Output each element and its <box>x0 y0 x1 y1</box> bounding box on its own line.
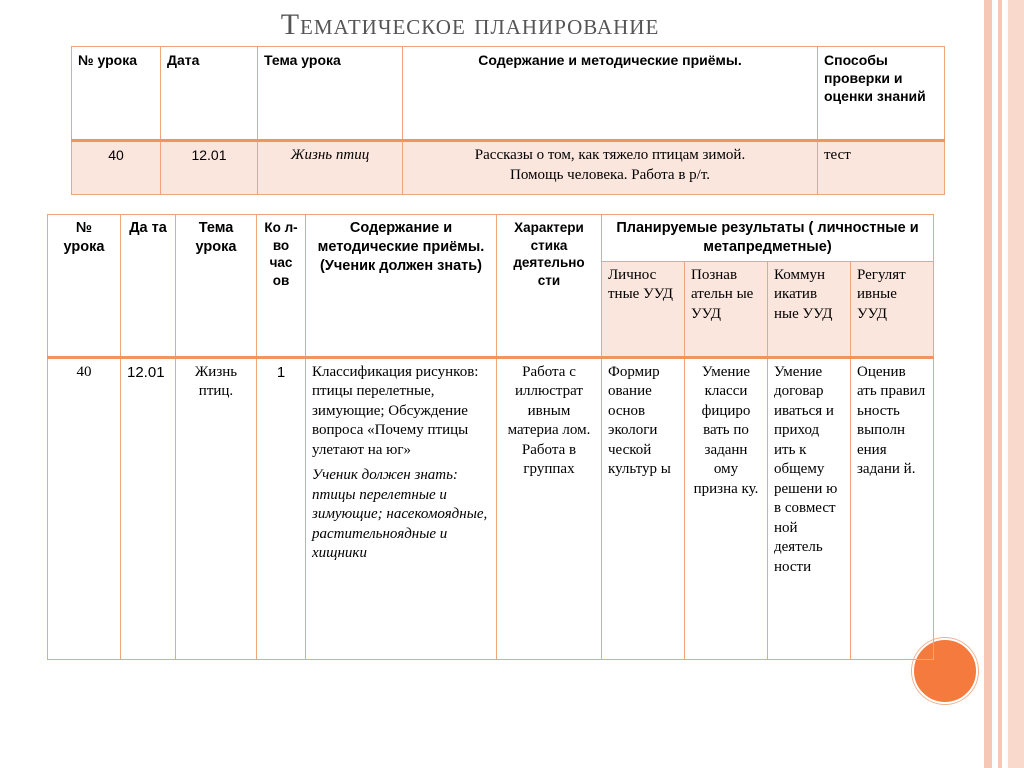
header-content: Содержание и методические приёмы. <box>403 47 818 141</box>
table-row <box>72 141 945 195</box>
cell-cognitive-uud: Умение класси фициро вать по заданн ому призна ку. <box>685 357 768 659</box>
cell-date: 12.01 <box>121 357 176 659</box>
cell-activity: Работа с иллюстрат ивным материа лом. Работа в группах <box>497 357 602 659</box>
plan-table-detailed <box>47 214 934 660</box>
header-communicative-uud: Коммун икатив ные УУД <box>768 261 851 357</box>
header-content-line: Содержание и методические приёмы. <box>317 220 485 255</box>
header-activity: Характери стика деятельно сти <box>497 215 602 358</box>
cell-assessment: тест <box>818 141 945 195</box>
cell-date: 12.01 <box>161 141 258 195</box>
header-lesson-number: № урока <box>48 215 121 358</box>
header-date: Дата <box>161 47 258 141</box>
header-planned-results: Планируемые результаты ( личностные и метапредметные) <box>602 215 934 262</box>
header-assessment: Способы проверки и оценки знаний <box>818 47 945 141</box>
table-header-row <box>48 215 934 262</box>
stripe <box>984 0 992 768</box>
table-row <box>48 357 934 659</box>
cell-topic: Жизнь птиц. <box>176 357 257 659</box>
cell-lesson-number: 40 <box>72 141 161 195</box>
header-date: Да та <box>121 215 176 358</box>
table-header-row <box>72 47 945 141</box>
content-must-know: Ученик должен знать: птицы перелетные и зимующие; насекомоядные, растительноядные и хищники <box>312 467 488 562</box>
header-hours: Ко л-во час ов <box>257 215 306 358</box>
header-regulatory-uud: Регулят ивные УУД <box>851 261 934 357</box>
content-text: Классификация рисунков: птицы перелетные, зимующие; Обсуждение вопроса «Почему птицы улетают на юг» <box>312 363 479 458</box>
cell-topic: Жизнь птиц <box>258 141 403 195</box>
stripe <box>998 0 1002 768</box>
cell-regulatory-uud: Оценив ать правил ьность выполн ения задани й. <box>851 357 934 659</box>
content-line: Помощь человека. Работа в р/т. <box>510 166 710 183</box>
decorative-stripes <box>984 0 1024 768</box>
header-cognitive-uud: Познав ательн ые УУД <box>685 261 768 357</box>
header-content-line: (Ученик должен знать) <box>319 257 482 274</box>
cell-content <box>403 141 818 195</box>
cell-content <box>306 357 497 659</box>
page-title: Тематическое планирование <box>280 8 660 41</box>
cell-communicative-uud: Умение договар иваться и приход ить к общему решени ю в совмест ной деятель ности <box>768 357 851 659</box>
plan-table-short <box>71 46 945 195</box>
header-topic: Тема урока <box>258 47 403 141</box>
cell-personal-uud: Формир ование основ экологи ческой культур ы <box>602 357 685 659</box>
stripe <box>1008 0 1024 768</box>
header-topic: Тема урока <box>176 215 257 358</box>
content-line: Рассказы о том, как тяжело птицам зимой. <box>474 147 746 163</box>
header-content <box>306 215 497 358</box>
cell-hours: 1 <box>257 357 306 659</box>
cell-lesson-number: 40 <box>48 357 121 659</box>
header-personal-uud: Личнос тные УУД <box>602 261 685 357</box>
header-lesson-number: № урока <box>72 47 161 141</box>
